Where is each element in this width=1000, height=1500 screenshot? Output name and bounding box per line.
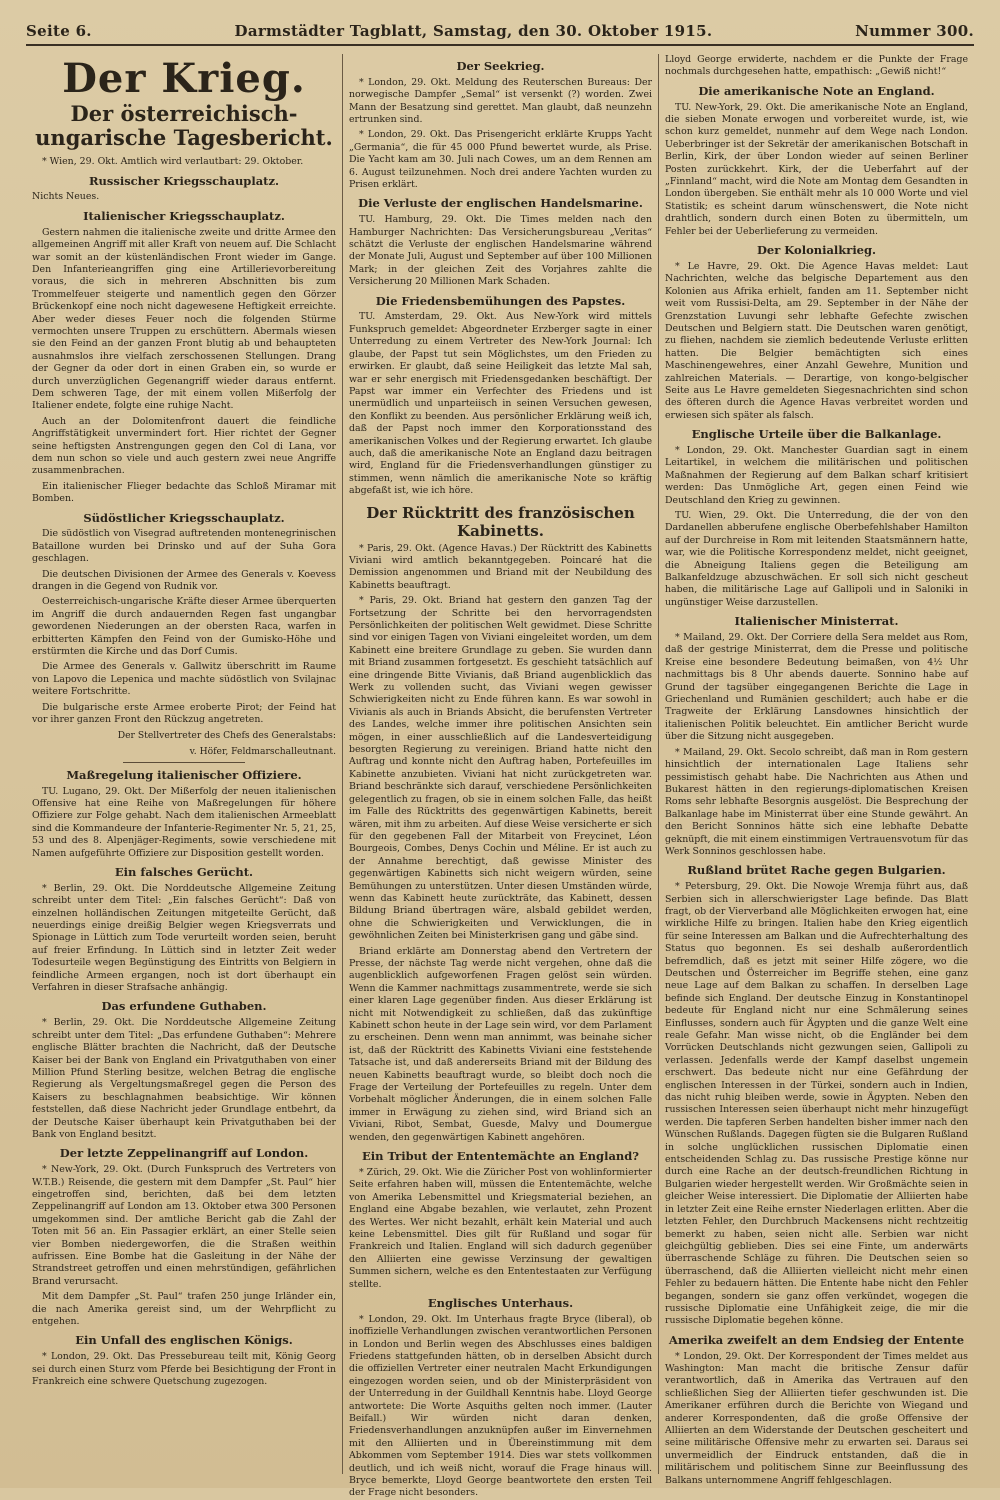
paper-title-date: Darmstädter Tagblatt, Samstag, den 30. Oktober 1915. — [234, 22, 713, 40]
paragraph: * Berlin, 29. Okt. Die Norddeutsche Allgemeine Zeitung schreibt unter dem Titel: „Das erfundene Guthaben“: Mehrere englische Blätter brachten die Nachricht, daß der Deutsche Kaiser bei der Bank von England ein Privatguthaben von einer Million Pfund Sterling besitze, welchen Betrag die englische Regierung als Vergeltungsmaßregel gegen die Person des Kaisers zu beschlagnahmen beabsichtige. Wir können feststellen, daß diese Nachricht jeder Grundlage entbehrt, da der Deutsche Kaiser überhaupt kein Privatguthaben bei der Bank von England besitzt. — [32, 1017, 336, 1140]
paragraph: Die deutschen Divisionen der Armee des Generals v. Koevess drangen in die Gegend von Rudnik vor. — [32, 568, 336, 593]
article-heading: Der Seekrieg. — [456, 59, 545, 73]
paragraph: * Petersburg, 29. Okt. Die Nowoje Wremja führt aus, daß Serbien sich in allerschwierigster Lage befinde. Das Blatt fragt, ob der Vierverband alle Möglichkeiten erwogen hat, eine wirkliche Hilfe zu bringen. Italien habe den Krieg eigentlich für seine Interessen am Balkan und die Aufrechterhaltung des Status quo begonnen. Es sei deshalb außerordentlich befremdlich, daß es jetzt mit seiner Hilfe zögere, wo die Deutschen und Österreicher im Begriffe stehen, eine ganz neue Lage auf dem Balkan zu schaffen. In derselben Lage befinde sich England. Der deutsche Einzug in Konstantinopel bedeute für England nicht nur eine Schmälerung seines Einflusses, sondern auch für Ägypten und die ganze Welt eine reale Gefahr. Man wisse nicht, ob die Engländer bei dem Vorrücken Deutschlands nicht gezwungen seien, Gallipoli zu verlassen. Jedenfalls werde der Kampf daselbst ungemein erschwert. Das bedeute nicht nur eine Gefährdung der englischen Interessen in der Türkei, sondern auch in Indien, das nicht ruhig bleiben werde, sowie in Ägypten. Neben den russischen Interessen seien überhaupt nicht mehr hinzugefügt werden. Die tapferen Serben handelten bisher immer nach den Wünschen Rußlands. Dagegen fügten sie die Bulgaren Rußland in solche unglücklichen russischen Diplomatie einen entscheidenden Schlag zu. Das russische Prestige könne nur durch eine Rache an der deutsch-freundlichen Richtung in Bulgarien wieder hergestellt werden. Wir Großmächte seien in gleicher Weise interessiert. Die Diplomatie der Alliierten habe in letzter Zeit eine Reihe ernster Niederlagen erlitten. Aber die letzten Fehler, den Durchbruch Mackensens nicht rechtzeitig bemerkt zu haben, seien nicht alle. Serbien war nicht gleichgültig geblieben. Dies sei eine Finte, um anderwärts überraschende Schläge zu führen. Die Deutschen seien so überraschend, daß die Alliierten vielleicht nicht mehr einen Fehler zu bedauern hätten. Die Entente habe nicht den Fehler begangen, sondern sie ganz offen verkündet, wogegen die russische Diplomatie eine Unfähigkeit zeige, die mir die russische Diplomatie begehen könne. — [665, 881, 968, 1327]
masthead — [26, 22, 974, 46]
paragraph: * Mailand, 29. Okt. Der Corriere della Sera meldet aus Rom, daß der gestrige Ministerrat, dem die Presse und politische Kreise eine besondere Bedeutung beimaßen, von 4½ Uhr nachmittags bis 8 Uhr abends dauerte. Sonnino habe auf Grund der tagsüber eingegangenen Berichte die Lage in Griechenland und Rumänien geschildert; auch habe er die Tragweite der Erklärung Lansdownes hinsichtlich der italienischen Politik beleuchtet. Ein amtlicher Bericht wurde über die Sitzung nicht ausgegeben. — [665, 632, 968, 743]
paragraph: TU. New-York, 29. Okt. Die amerikanische Note an England, die sieben Monate erwogen und vorbereitet wurde, ist, wie schon kurz gemeldet, nunmehr auf dem Wege nach London. Ueberbringer ist der Sekretär der amerikanischen Botschaft in Berlin, Kirk, der über London wieder auf seinen Berliner Posten zurückkehrt. Kirk, der die Ueberfahrt auf der „Finnland“ macht, wird die Note am Montag dem Gesandten in London übergeben. Sie enthält mehr als 10 000 Worte und viel Statistik; es scheint darum wünschenswert, die Note nicht drahtlich, sondern durch einen Boten zu übermitteln, um Fehler bei der Ueberlieferung zu vermeiden. — [665, 101, 968, 237]
page-number: Seite 6. — [26, 22, 92, 40]
paragraph: Auch an der Dolomitenfront dauert die feindliche Angriffstätigkeit unvermindert fort. Hier richtet der Gegner seine heftigsten Anstrengungen gegen den Col di Lana, vor dem nun schon so viele und auch gestern zwei neue Angriffe zusammenbrachen. — [32, 415, 336, 477]
article-heading: Italienischer Ministerrat. — [734, 614, 899, 629]
paragraph: * London, 29. Okt. Meldung des Reuterschen Bureaus: Der norwegische Dampfer „Semal“ ist versenkt (?) worden. Zwei Mann der Besatzung sind gerettet. Man glaubt, daß neunzehn ertrunken sind. — [349, 76, 652, 126]
column-3 — [658, 54, 974, 1486]
paragraph: Mit dem Dampfer „St. Paul“ trafen 250 junge Irländer ein, die nach Amerika gereist sind, um der Wehrpflicht zu entgehen. — [32, 1291, 336, 1328]
paragraph: Gestern nahmen die italienische zweite und dritte Armee den allgemeinen Angriff mit aller Kraft von neuem auf. Die Schlacht war somit an der küstenländischen Front wieder im Gange. Den Infanterieangriffen ging eine Artillerievorbereitung voraus, die sich in mehreren Abschnitten bis zum Trommelfeuer steigerte und namentlich gegen den Görzer Brückenkopf eine noch nicht dagewesene Heftigkeit erreichte. Aber weder dieses Feuer noch die folgenden Stürme vermochten unsere Truppen zu erschüttern. Abermals wiesen sie den Feind an der ganzen Front blutig ab und behaupteten ausnahmslos ihre vielfach zerschossenen Stellungen. Drang der Gegner da oder dort in einen Graben ein, so wurde er durch unverzüglichen Gegenangriff wieder daraus entfernt. Dem schweren Tage, der mit einem vollen Mißerfolg der Italiener endete, folgte eine ruhige Nacht. — [32, 226, 336, 412]
article-intro: * Wien, 29. Okt. Amtlich wird verlautbart: 29. Oktober. — [42, 156, 304, 168]
issue-number: Nummer 300. — [855, 22, 974, 40]
paragraph: TU. Wien, 29. Okt. Die Unterredung, die der von den Dardanellen abberufene englische Oberbefehlshaber Hamilton auf der Durchreise in Rom mit leitenden Staatsmännern hatte, war, wie die Politische Korrespondenz meldet, nicht geeignet, die Abneigung Italiens gegen die Beteiligung am Balkanfeldzuge abzuschwächen. Er soll sich nicht gescheut haben, die militärische Lage auf Gallipoli und in Saloniki in ungünstiger Weise darzustellen. — [665, 509, 968, 608]
paragraph: TU. Amsterdam, 29. Okt. Aus New-York wird mittels Funkspruch gemeldet: Abgeordneter Erzberger sagte in einer Unterredung zu einem Vertreter des New-York Journal: Ich glaube, der Papst tut sein Möglichstes, um den Frieden zu erwirken. Er glaubt, daß seine Heiligkeit das letzte Mal sah, war er sehr energisch mit Friedensgedanken beschäftigt. Der Papst war immer ein Verfechter des Friedens und ist unermüdlich und unparteiisch in seinen Versuchen gewesen, den Konflikt zu beenden. Aus persönlicher Erklärung weiß ich, daß der Papst noch immer den Korporationsstand des amerikanischen Volkes und der Regierung erwartet. Ich glaube auch, daß die amerikanische Note an England dazu beitragen wird, England für die Friedensverhandlungen günstiger zu stimmen, wenn nämlich die amerikanische Note so kräftig abgefaßt ist, wie ich höre. — [349, 311, 652, 497]
article-heading: Das erfundene Guthaben. — [101, 999, 267, 1014]
paragraph: * London, 29. Okt. Das Pressebureau teilt mit, König Georg sei durch einen Sturz vom Pferde bei Besichtigung der Front in Frankreich eine schwere Quetschung zugezogen. — [32, 1351, 336, 1388]
main-headline: Der Krieg. — [62, 55, 306, 102]
article-heading: Die amerikanische Note an England. — [698, 83, 935, 98]
article-heading: Die Friedensbemühungen des Papstes. — [375, 293, 626, 308]
paragraph: * Mailand, 29. Okt. Secolo schreibt, daß man in Rom gestern hinsichtlich der internationalen Lage Italiens sehr pessimistisch gehabt habe. Die Nachrichten aus Athen und Bukarest hätten in den regierungs-diplomatischen Kreisen Roms sehr lebhafte Besorgnis ausgelöst. Die Besprechung der Balkanlage habe im Ministerrat über eine Stunde gewährt. An den Bericht Sonninos hätte sich eine lebhafte Debatte geknüpft, die mit einem einstimmigen Vertrauensvotum für das Werk Sonninos geschlossen habe. — [665, 746, 968, 857]
column-1 — [26, 54, 342, 1474]
paragraph: * Paris, 29. Okt. (Agence Havas.) Der Rücktritt des Kabinetts Viviani wird amtlich bekanntgegeben. Poincaré hat die Demission angenommen und Briand mit der Neubildung des Kabinetts beauftragt. — [349, 542, 652, 591]
section-heading-russ: Russischer Kriegsschauplatz. — [88, 173, 280, 188]
article-heading: Ein Unfall des englischen Königs. — [75, 1333, 293, 1348]
paragraph: * London, 29. Okt. Das Prisengericht erklärte Krupps Yacht „Germania“, die für 45 000 Pfund bewertet wurde, als Prise. Die Yacht kam am 30. Juli nach Cowes, um an dem Rennen am 6. August teilzunehmen. Noch drei andere Yachten wurden zu Prisen erklärt. — [349, 129, 652, 191]
paragraph: TU. Lugano, 29. Okt. Der Mißerfolg der neuen italienischen Offensive hat eine Reihe von Maßregelungen für höhere Offiziere zur Folge gehabt. Nach dem italienischen Armeeblatt sind die Kommandeure der Infanterie-Regimenter Nr. 5, 21, 25, 53 und des 8. Alpenjäger-Regiments, sowie verschiedene mit Namen aufgeführte Offiziere zur Disposition gestellt worden. — [32, 785, 336, 859]
paragraph: Oesterreichisch-ungarische Kräfte dieser Armee überquerten im Angriff die durch andauernden Regen fast ungangbar gewordenen Niederungen an der obersten Raca, warfen in erbitterten Kämpfen den Feind von der Gumisko-Höhe und erstürmten die Kirche und das Dorf Cumis. — [32, 596, 336, 658]
paragraph: * New-York, 29. Okt. (Durch Funkspruch des Vertreters von W.T.B.) Reisende, die gestern mit dem Dampfer „St. Paul“ hier eingetroffen sind, berichten, daß bei dem letzten Zeppelinangriff auf London am 13. Oktober etwa 300 Personen umgekommen sind. Der amtliche Bericht gab die Zahl der Toten mit 56 an. Ein Passagier erklärt, an einer Stelle seien vier Bomben niedergeworfen, die die Straßen weithin aufrissen. Eine Bombe hat die Gasleitung in der Nähe der Strandstreet getroffen und einen mehrstündigen, gefährlichen Brand verursacht. — [32, 1164, 336, 1287]
signature-line-1: Der Stellvertreter des Chefs des Generalstabs: — [117, 729, 336, 741]
article-heading: Ein Tribut der Ententemächte an England? — [361, 1149, 640, 1164]
paragraph: * Berlin, 29. Okt. Die Norddeutsche Allgemeine Zeitung schreibt unter dem Titel: „Ein falsches Gerücht“: Daß von einzelnen holländischen Zeitungen mitgeteilte Gerücht, daß neuerdings einige dreißig Belgier wegen Kriegsverrats und Spionage in Lüttich zum Tode verurteilt worden seien, beruht auf freier Erfindung. In Lüttich sind in letzter Zeit weder Todesurteile wegen Begünstigung des Eintritts von Belgiern in feindliche Armeen ergangen, noch ist dort überhaupt ein Verfahren in dieser Strafsache anhängig. — [32, 882, 336, 994]
paragraph: Die Armee des Generals v. Gallwitz überschritt im Raume von Lapovo die Lepenica und machte südöstlich von Svilajnac weitere Fortschritte. — [32, 661, 336, 698]
paragraph: Die bulgarische erste Armee eroberte Pirot; der Feind hat vor ihrer ganzen Front den Rückzug angetreten. — [32, 701, 336, 726]
paragraph: Die südöstlich von Visegrad auftretenden montenegrinischen Bataillone wurden bei Drinsko und auf der Suha Gora geschlagen. — [32, 528, 336, 565]
article-heading: Der letzte Zeppelinangriff auf London. — [59, 1146, 309, 1161]
paragraph: * London, 29. Okt. Im Unterhaus fragte Bryce (liberal), ob inoffizielle Verhandlungen zwischen verantwortlichen Personen in London und Berlin wegen des Abschlusses eines baldigen Friedens stattgefunden hätten, ob in derselben Absicht durch die offiziellen Vertreter einer neutralen Macht Erkundigungen eingezogen worden seien, und ob der Ministerpräsident von der Unterredung in der Guildhall Kenntnis habe. Lloyd George antwortete: Die Worte Asquiths gelten noch immer. (Lauter Beifall.) Wir würden nicht daran denken, Friedensverhandlungen anzuknüpfen außer im Einvernehmen mit den Alliierten und in Übereinstimmung mit dem Abkommen vom September 1914. Dies war stets vollkommen deutlich, und ich weiß nicht, worauf die Frage hinaus will. Bryce bemerkte, Lloyd George beantwortete den ersten Teil der Frage nicht besonders. — [349, 1313, 652, 1499]
paragraph: Lloyd George erwiderte, nachdem er die Punkte der Frage nochmals durchgesehen hatte, empathisch: „Gewiß nicht!“ — [665, 54, 968, 78]
section-heading-ital: Italienischer Kriegsschauplatz. — [83, 208, 285, 223]
signature-line-2: v. Höfer, Feldmarschalleutnant. — [189, 745, 336, 757]
paragraph: * Le Havre, 29. Okt. Die Agence Havas meldet: Laut Nachrichten, welche das belgische Departement aus den Kolonien aus Afrika erhielt, fanden am 11. September nicht weit vom Russisi-Delta, am 29. September in der Nähe der Grenzstation Luvungi sehr lebhafte Gefechte zwischen Deutschen und Belgiern statt. Die Deutschen waren genötigt, zu fliehen, nachdem sie ziemlich bedeutende Verluste erlitten hatten. Die Belgier bemächtigten sich eines Maschinengewehres, einer Anzahl Gewehre, Munition und zahlreichen Materials. — Derartige, von kongo-belgischer Seite aus Le Havre gemeldeten Siegesnachrichten sind schon des öfteren durch die Agence Havas verbreitet worden und erwiesen sich später als falsch. — [665, 260, 968, 421]
article-heading: Ein falsches Gerücht. — [114, 865, 254, 880]
section-heading-sued: Südöstlicher Kriegsschauplatz. — [83, 510, 285, 525]
paragraph: Briand erklärte am Donnerstag abend den Vertretern der Presse, der nächste Tag werde nicht vergehen, ohne daß die augenblicklich aufgeworfenen Fragen gelöst sein würden. Wenn die Kammer nachmittags zusammentrete, werde sie sich einer klaren Lage gegenüber finden. Aus dieser Erklärung ist nicht mit Notwendigkeit zu schließen, daß das zukünftige Kabinett schon heute in der Lage sein wird, vor dem Parlament zu erscheinen. Denn wenn man annimmt, was beinahe sicher ist, daß der Rücktritt des Kabinetts Viviani eine feststehende Tatsache ist, und daß andererseits Briand mit der Bildung des neuen Kabinetts beauftragt wurde, so bleibt doch noch die Frage der Verteilung der Portefeuilles zu regeln. Unter dem Vorbehalt möglicher Änderungen, die in einem solchen Falle immer in Erwägung zu ziehen sind, wird Briand sich an Viviani, Ribot, Sembat, Guesde, Malvy und Doumergue wenden, den gegenwärtigen Kabinett angehören. — [349, 945, 652, 1143]
article-heading: Amerika zweifelt an dem Endsieg der Entente — [668, 1332, 965, 1347]
paragraph: * Zürich, 29. Okt. Wie die Züricher Post von wohlinformierter Seite erfahren haben will, müssen die Ententemächte, welche von Amerika Lebensmittel und Kriegsmaterial beziehen, an England eine Abgabe bezahlen, wie verlautet, zehn Prozent des Wertes. Wer nicht bezahlt, erhält kein Material und auch keine Lebensmittel. Dies gilt für Rußland und sogar für Frankreich und Italien. England will sich dadurch gegenüber den Alliierten eine gewisse Verzinsung der gewaltigen Summen sichern, welche es den Ententestaaten zur Verfügung stellte. — [349, 1166, 652, 1290]
paragraph: TU. Hamburg, 29. Okt. Die Times melden nach den Hamburger Nachrichten: Das Versicherungsbureau „Veritas“ schätzt die Verluste der englischen Handelsmarine während der Monate Juli, August und September auf über 100 Millionen Mark; in der gleichen Zeit des Vorjahres zahlte die Versicherung 20 Millionen Mark Schaden. — [349, 214, 652, 288]
paragraph: * London, 29. Okt. Manchester Guardian sagt in einem Leitartikel, in welchem die militärischen und politischen Maßnahmen der Regierung auf dem Balkan scharf kritisiert werden: Das Unmögliche Art, gegen einen Feind wie Deutschland den Krieg zu gewinnen. — [665, 444, 968, 506]
article-heading: Der Rücktritt des französischen Kabinetts. — [366, 503, 635, 540]
paragraph: Ein italienischer Flieger bedachte das Schloß Miramar mit Bomben. — [32, 480, 336, 505]
article-heading: Die Verluste der englischen Handelsmarine. — [358, 196, 643, 211]
divider — [123, 762, 245, 763]
article-heading: Der Kolonialkrieg. — [756, 243, 877, 258]
paragraph: Nichts Neues. — [32, 191, 100, 203]
article-heading: Rußland brütet Rache gegen Bulgarien. — [687, 863, 946, 878]
article-heading: Englisches Unterhaus. — [427, 1295, 574, 1310]
paragraph: * London, 29. Okt. Der Korrespondent der Times meldet aus Washington: Man macht die britische Zensur dafür verantwortlich, daß in Amerika das Vertrauen auf den schließlichen Sieg der Alliierten tiefer geschwunden ist. Die Amerikaner erführen durch die Berichte von Wiegand und anderer Korrespondenten, daß die große Offensive der Alliierten an dem Widerstande der Deutschen gescheitert und seine militärische Offensive mehr zu erwarten sei. Daraus sei unvermeidlich der Eindruck entstanden, daß die in militärischem und politischem Sinne zur Beeinflussung des Balkans unternommene Angriff fehlgeschlagen. — [665, 1350, 968, 1486]
column-2 — [342, 54, 658, 1499]
paragraph: * Paris, 29. Okt. Briand hat gestern den ganzen Tag der Fortsetzung der Schritte bei den hervorragendsten Persönlichkeiten der politischen Welt gewidmet. Diese Schritte sind vor einigen Tagen von Viviani eingeleitet worden, um dem Kabinett eine breitere Grundlage zu geben. Sie wurden dann mit Briand zusammen fortgesetzt. Es geschieht tatsächlich auf eine dringende Bitte Vivianis, daß Briand augenblicklich das Werk zu vollenden sucht, das Viviani wegen gewisser Schwierigkeiten nicht zu Ende führen kann. Es war sowohl in Vivianis als auch in Briands Absicht, die berufensten Vertreter des Landes, welche immer ihre politischen Ansichten sein mögen, in einer ausschließlich auf die Landesverteidigung besorgten Regierung zu vereinigen. Briand hatte nicht den Auftrag und konnte nicht den Auftrag haben, Portefeuilles im Kabinette anzubieten. Viviani hat nicht zurückgetreten war. Briand beschränkte sich darauf, verschiedene Persönlichkeiten gelegentlich zu fragen, ob sie in einem solchen Falle, das heißt im Falle des Rücktritts des gegenwärtigen Kabinetts, bereit wären, mit ihm zu arbeiten. Auf diese Weise versicherte er sich für den gegebenen Fall der Mitarbeit von Freycinet, Léon Bourgeois, Combes, Denys Cochin und Méline. Er ist auch zu der Annahme berechtigt, daß gewisse Minister des gegenwärtigen Kabinetts sich nicht weigern würden, seine Bemühungen zu unterstützen. Unter diesen Umständen würde, wenn das Kabinett heute zurückträte, das Kabinett, dessen Bildung Briand übertragen wäre, alsbald gebildet werden, ohne die Schwierigkeiten und Verwicklungen, die in gewöhnlichen Zeiten bei Ministerkrisen gang und gäbe sind. — [349, 595, 652, 942]
article-heading: Englische Urteile über die Balkanlage. — [691, 427, 942, 442]
article-heading: Maßregelung italienischer Offiziere. — [66, 767, 302, 782]
sub-headline: Der österreichisch-ungarische Tagesbericht. — [35, 101, 333, 151]
